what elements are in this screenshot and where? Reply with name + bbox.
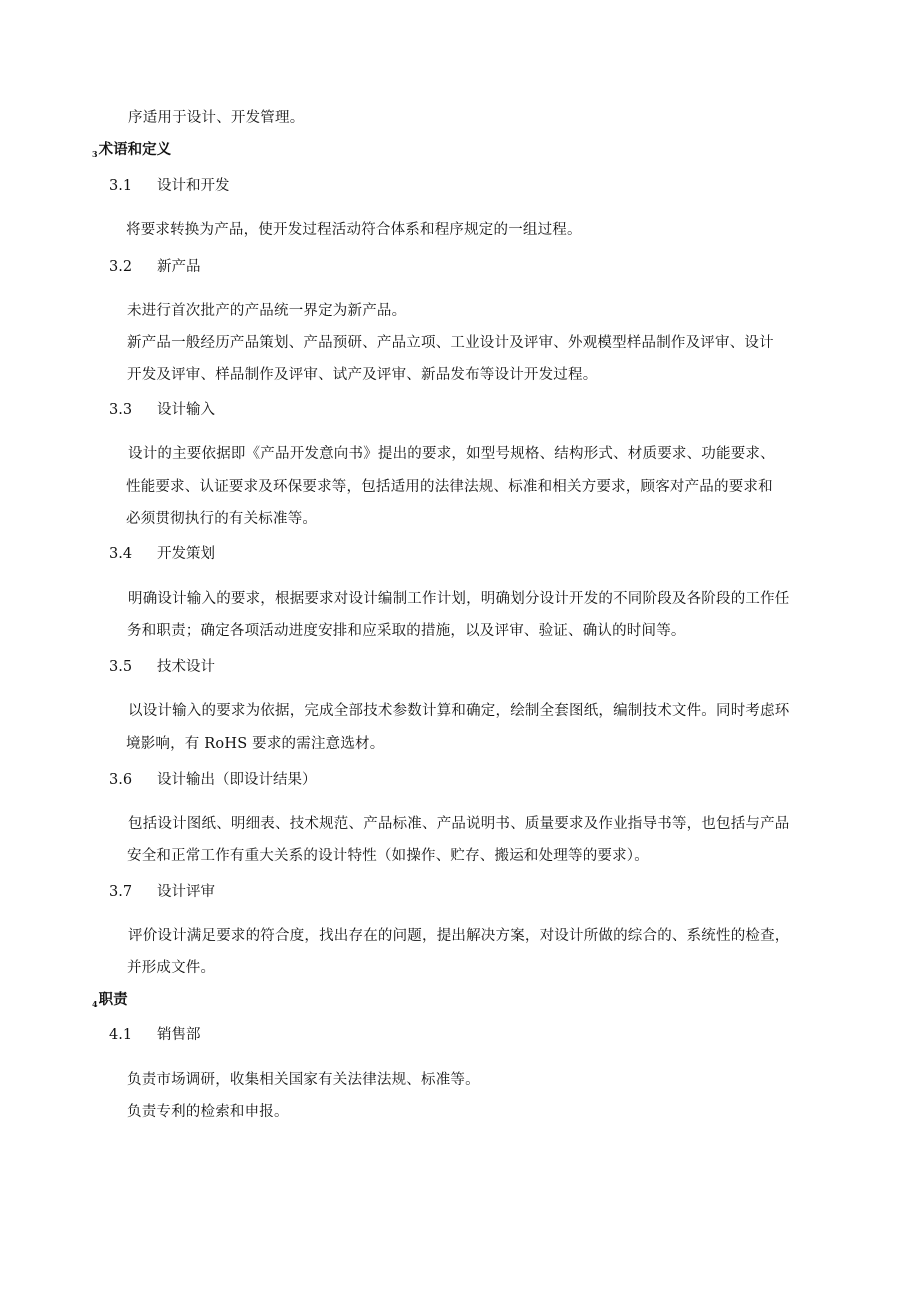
intro-line: 序适用于设计、开发管理。 xyxy=(128,110,305,126)
subsection-heading-3-7 xyxy=(109,883,215,901)
section-title: 术语和定义 xyxy=(98,141,172,158)
paragraph-line: 负责市场调研，收集相关国家有关法律法规、标准等。 xyxy=(127,1072,480,1088)
paragraph-line: 并形成文件。 xyxy=(127,960,216,976)
subsection-number: 3.1 xyxy=(109,178,133,194)
paragraph-line: 将要求转换为产品，使开发过程活动符合体系和程序规定的一组过程。 xyxy=(126,222,582,238)
paragraph-line: 开发及评审、样品制作及评审、试产及评审、新品发布等设计开发过程。 xyxy=(127,367,598,383)
paragraph-line: 必须贯彻执行的有关标准等。 xyxy=(126,511,318,527)
subsection-number: 4.1 xyxy=(109,1027,133,1043)
paragraph-line: 境影响，有 RoHS 要求的需注意选材。 xyxy=(126,736,385,752)
subsection-number: 3.5 xyxy=(109,659,133,675)
paragraph-line: 性能要求、认证要求及环保要求等，包括适用的法律法规、标准和相关方要求，顾客对产品的要求和 xyxy=(126,479,773,495)
paragraph-line: 未进行首次批产的产品统一界定为新产品。 xyxy=(127,303,407,319)
paragraph-line: 明确设计输入的要求，根据要求对设计编制工作计划，明确划分设计开发的不同阶段及各阶段的工作任 xyxy=(128,591,790,607)
paragraph-line: 设计的主要依据即《产品开发意向书》提出的要求，如型号规格、结构形式、材质要求、功能要求、 xyxy=(128,446,775,462)
paragraph-line: 安全和正常工作有重大关系的设计特性（如操作、贮存、搬运和处理等的要求）。 xyxy=(127,848,649,864)
subsection-title: 设计和开发 xyxy=(157,178,230,194)
section-number: 4 xyxy=(92,999,98,1009)
subsection-number: 3.4 xyxy=(109,546,133,562)
subsection-number: 3.2 xyxy=(109,259,133,275)
paragraph-line: 新产品一般经历产品策划、产品预研、产品立项、工业设计及评审、外观模型样品制作及评审、设计 xyxy=(127,335,774,351)
paragraph-line: 务和职责；确定各项活动进度安排和应采取的措施，以及评审、验证、确认的时间等。 xyxy=(127,623,686,639)
subsection-heading-3-1 xyxy=(109,177,230,195)
section-number: 3 xyxy=(92,149,98,159)
subsection-number: 3.6 xyxy=(109,772,133,788)
paragraph-line: 以设计输入的要求为依据，完成全部技术参数计算和确定，绘制全套图纸，编制技术文件。同时考虑环 xyxy=(128,703,790,719)
section-title: 职责 xyxy=(98,991,128,1008)
subsection-number: 3.7 xyxy=(109,884,133,900)
paragraph-line: 包括设计图纸、明细表、技术规范、产品标准、产品说明书、质量要求及作业指导书等，也包括与产品 xyxy=(128,816,790,832)
subsection-title: 销售部 xyxy=(157,1027,201,1043)
subsection-title: 设计输出（即设计结果） xyxy=(157,772,317,788)
subsection-heading-3-6 xyxy=(109,771,317,789)
subsection-title: 新产品 xyxy=(157,259,201,275)
section-heading-4 xyxy=(92,991,128,1013)
subsection-heading-3-2 xyxy=(109,258,201,276)
subsection-heading-4-1 xyxy=(109,1026,201,1044)
paragraph-line: 负责专利的检索和申报。 xyxy=(127,1104,289,1120)
subsection-heading-3-4 xyxy=(109,545,215,563)
subsection-heading-3-3 xyxy=(109,401,215,419)
paragraph-line: 评价设计满足要求的符合度，找出存在的问题，提出解决方案，对设计所做的综合的、系统性的检查， xyxy=(128,928,790,944)
section-heading-3 xyxy=(92,141,171,163)
subsection-title: 开发策划 xyxy=(157,546,215,562)
subsection-number: 3.3 xyxy=(109,402,133,418)
subsection-title: 设计评审 xyxy=(157,884,215,900)
subsection-heading-3-5 xyxy=(109,658,215,676)
subsection-title: 设计输入 xyxy=(157,402,215,418)
subsection-title: 技术设计 xyxy=(157,659,215,675)
